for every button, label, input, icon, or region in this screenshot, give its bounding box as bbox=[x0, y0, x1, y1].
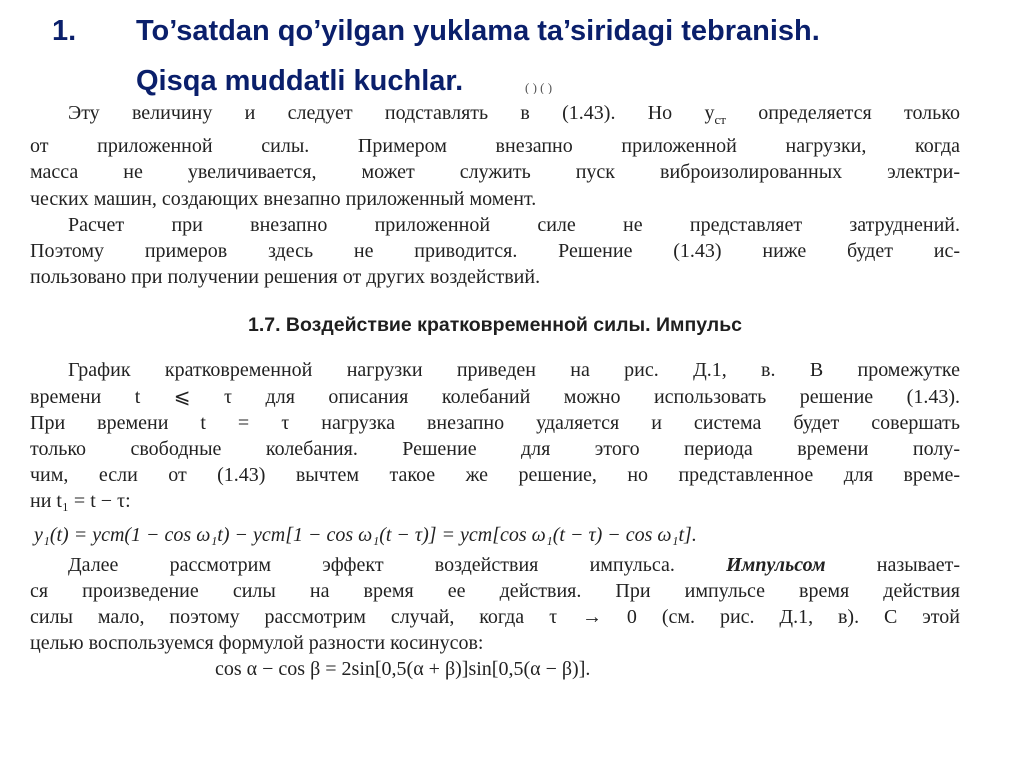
text-line: масса не увеличивается, может служить пуск виброизолированных электри- bbox=[30, 161, 960, 184]
text-line: При времени t = τ нагрузка внезапно удаляется и система будет совершать bbox=[30, 411, 960, 434]
formula-cosine-difference: cos α − cos β = 2sin[0,5(α + β)]sin[0,5(α − β)]. bbox=[215, 658, 591, 681]
paragraph-4 bbox=[30, 552, 960, 657]
text-line: ческих машин, создающих внезапно приложенный момент. bbox=[30, 187, 537, 210]
paragraph-2 bbox=[30, 212, 960, 291]
text-line: ни t₁ = t − τ: bbox=[30, 490, 131, 513]
title-number: 1. bbox=[52, 15, 77, 47]
term-impulse: Импульсом bbox=[726, 553, 826, 576]
text-line: от приложенной силы. Примером внезапно приложенной нагрузки, когда bbox=[30, 135, 960, 158]
formula-displacement: y₁(t) = yст(1 − cos ω₁t) − yст[1 − cos ω₁(t − τ)] = yст[cos ω₁(t − τ) − cos ω₁t]. bbox=[34, 523, 697, 546]
text-line: Поэтому примеров здесь не приводится. Решение (1.43) ниже будет ис- bbox=[30, 240, 960, 263]
text-line: График кратковременной нагрузки приведен на рис. Д.1, в. В промежутке bbox=[68, 359, 960, 382]
paragraph-1 bbox=[30, 100, 960, 212]
text-line: целью воспользуемся формулой разности косинусов: bbox=[30, 632, 484, 655]
text-line: силы мало, поэтому рассмотрим случай, когда τ → 0 (см. рис. Д.1, в). С этой bbox=[30, 606, 960, 629]
cropped-formula-fragment: ( ) ( ) bbox=[525, 80, 553, 94]
scanned-text-block bbox=[30, 100, 960, 686]
text-line: Эту величину и следует подставлять в (1.43). Но $y_{ст}$ определяется только bbox=[68, 102, 960, 127]
text-line: Расчет при внезапно приложенной силе не представляет затруднений. bbox=[68, 213, 960, 236]
text-line: чим, если от (1.43) вычтем такое же решение, но представленное для време- bbox=[30, 464, 960, 487]
paragraph-3 bbox=[30, 357, 960, 514]
title-line-2: Qisqa muddatli kuchlar. bbox=[136, 65, 464, 97]
title-line-1: To’satdan qo’yilgan yuklama ta’siridagi tebranish. bbox=[136, 15, 820, 47]
text-line: времени t ⩽ τ для описания колебаний можно использовать решение (1.43). bbox=[30, 385, 960, 408]
text-line: пользовано при получении решения от других воздействий. bbox=[30, 266, 541, 289]
text-line: Далее рассмотрим эффект воздействия импульса. Импульсом называет- bbox=[68, 553, 960, 576]
text-line: ся произведение силы на время ее действия. При импульсе время действия bbox=[30, 579, 960, 602]
text-line: только свободные колебания. Решение для этого периода времени полу- bbox=[30, 438, 960, 461]
section-heading: 1.7. Воздействие кратковременной силы. Импульс bbox=[247, 314, 743, 337]
